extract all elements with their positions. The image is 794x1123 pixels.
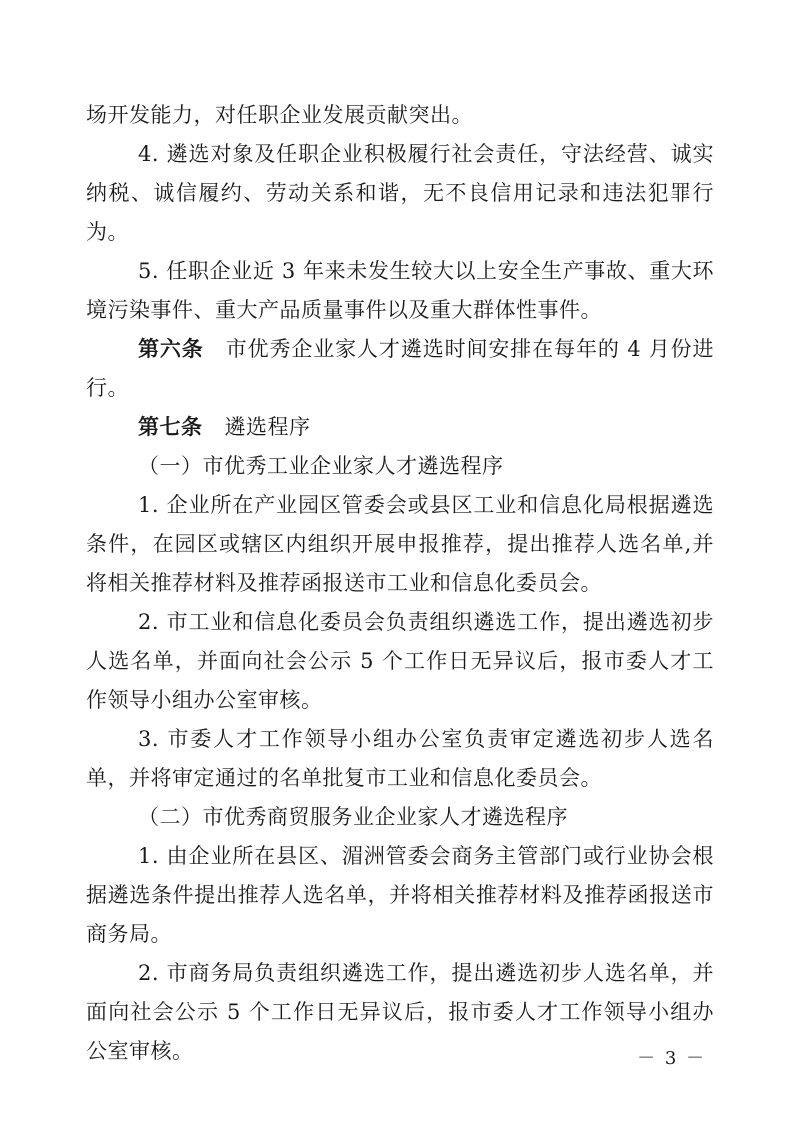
paragraph-article-7	[86, 408, 714, 447]
page-number: － 3 －	[637, 1048, 706, 1069]
paragraph-commerce-step-1	[86, 837, 714, 954]
paragraph-continuation	[86, 96, 714, 135]
paragraph-article-6	[86, 330, 714, 408]
paragraph-industrial-step-2	[86, 603, 714, 720]
paragraph-text: （二）市优秀商贸服务业企业家人才遴选程序	[138, 805, 568, 829]
paragraph-text: 2. 市商务局负责组织遴选工作，提出遴选初步人选名单，并面向社会公示 5 个工作日无异议后，报市委人才工作领导小组办公室审核。	[86, 961, 714, 1063]
section-heading-commerce	[86, 798, 714, 837]
paragraph-commerce-step-2	[86, 954, 714, 1071]
paragraph-text: 遴选程序	[224, 415, 311, 439]
paragraph-text: （一）市优秀工业企业家人才遴选程序	[138, 454, 504, 478]
article-number: 第七条	[138, 415, 203, 439]
paragraph-text: 2. 市工业和信息化委员会负责组织遴选工作，提出遴选初步人选名单，并面向社会公示 5 个工作日无异议后，报市委人才工作领导小组办公室审核。	[86, 610, 714, 712]
paragraph-condition-4	[86, 135, 714, 252]
paragraph-industrial-step-3	[86, 720, 714, 798]
article-number: 第六条	[138, 337, 204, 361]
paragraph-condition-5	[86, 252, 714, 330]
paragraph-text: 5. 任职企业近 3 年来未发生较大以上安全生产事故、重大环境污染事件、重大产品质量事件以及重大群体性事件。	[86, 259, 714, 322]
paragraph-text: 1. 由企业所在县区、湄洲管委会商务主管部门或行业协会根据遴选条件提出推荐人选名单，并将相关推荐材料及推荐函报送市商务局。	[86, 844, 714, 946]
paragraph-text: 4. 遴选对象及任职企业积极履行社会责任，守法经营、诚实纳税、诚信履约、劳动关系和谐，无不良信用记录和违法犯罪行为。	[86, 142, 714, 244]
paragraph-text: 3. 市委人才工作领导小组办公室负责审定遴选初步人选名单，并将审定通过的名单批复市工业和信息化委员会。	[86, 727, 714, 790]
paragraph-industrial-step-1	[86, 486, 714, 603]
paragraph-text: 市优秀企业家人才遴选时间安排在每年的 4 月份进行。	[86, 337, 715, 400]
document-body	[86, 96, 714, 1071]
section-heading-industrial	[86, 447, 714, 486]
paragraph-text: 场开发能力，对任职企业发展贡献突出。	[86, 103, 473, 127]
paragraph-text: 1. 企业所在产业园区管委会或县区工业和信息化局根据遴选条件，在园区或辖区内组织开展申报推荐，提出推荐人选名单,并将相关推荐材料及推荐函报送市工业和信息化委员会。	[86, 493, 714, 595]
